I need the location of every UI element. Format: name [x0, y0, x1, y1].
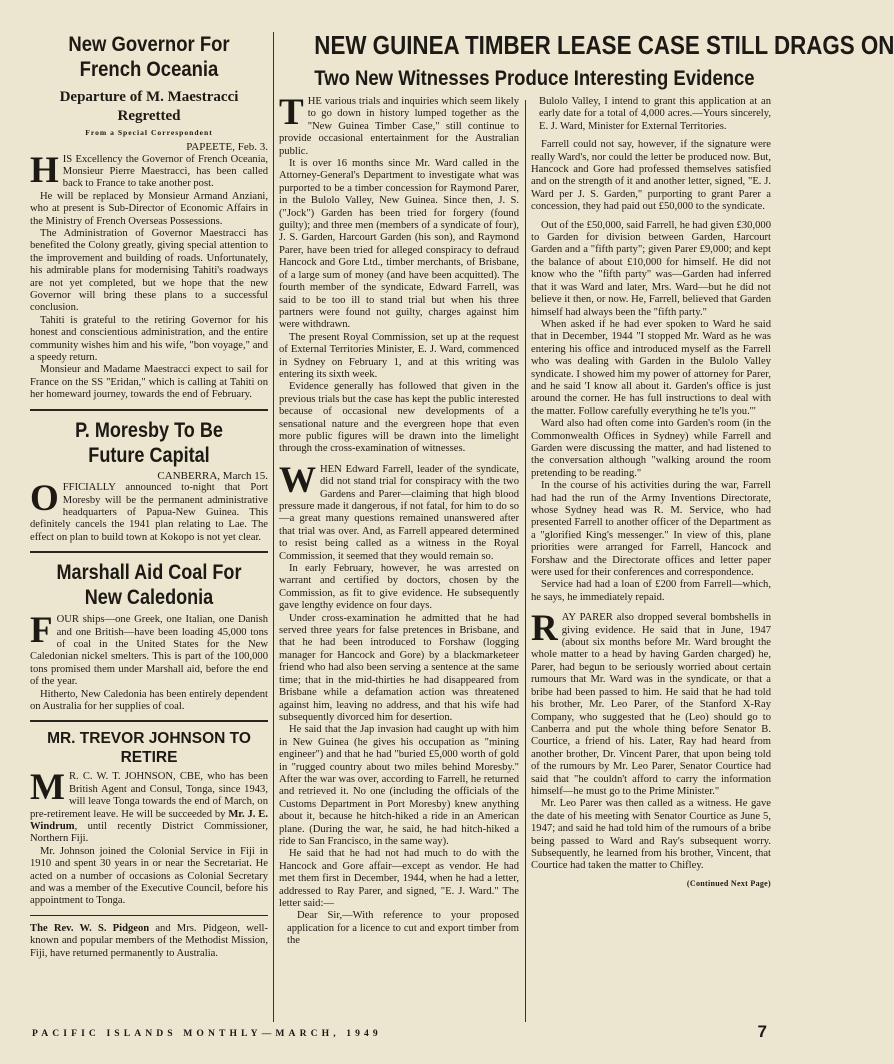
- johnson-headline: MR. TREVOR JOHNSON TO RETIRE: [47, 730, 251, 767]
- story-paragraph: It is over 16 months since Mr. Ward called in the Attorney-General's Department to investigate what was purported to be a timber concession for Raymond Parer, in the Bulolo Valley, New Guinea. Since then, J. S. ("Jock") Garden has been tried for forgery (found guilty); and three men (members of a syndicate of four), J. S. Garden, Harcourt Garden (his son), and Raymond Parer, have been tried for alleged conspiracy to defraud Hancock and Gore Ltd., timber merchants, of Brisbane, of a large sum of money (and have been acquitted). The fourth member of the syndicate, Edward Farrell, was said to be too ill to stand trial but when his three partners were found not guilty, charges against him were withdrawn.: [279, 158, 519, 331]
- successor-name: Mr. J. E. Windrum: [30, 808, 268, 833]
- story-paragraph: RAY PARER also dropped several bombshells in giving evidence. He said that in June, 1947 (about six months before Mr. Ward brought the whole matter to a head by having Garden charged) he, Parer, had begun to be seriously worried about certain rumours that Mr. Ward was in the syndicate, or that a bribe had been passed to him. He said that he had told his brother, Mr. Leo Parer, of the Stanford X-Ray Company, who suggested that he (Leo) should go to Canberra and put the whole thing before Senator B. Courtice, a friend of his. Later, Ray had heard from another brother, Dr. Vincent Parer, that upon being told of the rumours by Mr. Leo Parer, Senator Courtice had said that "he couldn't afford to carry the information himself—he must go to the Prime Minister.": [531, 608, 771, 797]
- story-paragraph: In the course of his activities during the war, Farrell had had the run of the Army Inventions Directorate, whose Sydney head was R. M. Service, who had presented Farrell to another officer of the Department as a "glorified King's messenger." In view of this, plane priorities were arranged for Farrell, Hancock and Forshaw and the Directorate offices and letter paper were used for their conferences and correspondence.: [531, 480, 771, 579]
- story-paragraph: Evidence generally has followed that given in the previous trials but the case has kept the public interested because of occasional new developments of a sensational nature and the evergreen hope that even more public figures will be drawn into the limelight through the cross-examination of witnesses.: [279, 381, 519, 455]
- governor-paragraph: The Administration of Governor Maestracci has benefited the Colony greatly, giving special attention to the improvement and building of roads. Unfortunately, his admirable plans for modernising Tahiti's roadways are not yet completed, but we hope that the new Governor will bring these plans to a successful conclusion.: [30, 227, 268, 314]
- main-story-header: [280, 30, 894, 91]
- drop-cap: F: [30, 610, 53, 652]
- pidgeon-name: The Rev. W. S. Pidgeon: [30, 922, 150, 934]
- story-paragraph: Ward also had often come into Garden's room (in the Commonwealth Offices in Sydney) while Farrell and Garden were discussing the matter, and had listened to the conversation although "walking around the room pretending to be reading.": [531, 418, 771, 479]
- marshall-aid-paragraph: Hitherto, New Caledonia has been entirely dependent on Australia for her supplies of coal.: [30, 688, 268, 712]
- drop-cap: O: [30, 478, 59, 520]
- moresby-headline: P. Moresby To Be Future Capital: [75, 418, 223, 467]
- page-number: 7: [757, 1022, 767, 1041]
- left-column: [30, 32, 268, 1020]
- moresby-dateline: CANBERRA, March 15.: [157, 469, 268, 482]
- story-paragraph: Mr. Leo Parer was then called as a witness. He gave the date of his meeting with Senator Courtice as June 5, 1947; and said he had told him of the rumours of a bribe being passed to Ward and Ray's subsequent worry. Subsequently, he learned from his brother, Vincent, that Courtice had taken the matter to Chifley.: [531, 798, 771, 872]
- drop-cap: R: [531, 608, 558, 650]
- drop-cap: T: [279, 92, 304, 133]
- story-paragraph: When asked if he had ever spoken to Ward he said that in December, 1944 "I stopped Mr. Ward as he was entering his office and introduced myself as the Farrell who was dealing with Garden in the Bulolo Valley syndicate. I showed him my power of attorney for Parer, and he said 'I know all about it. Garden's office is just around the corner. He has full instructions to deal with the matter. Follow carefully everything he te'ls you.'": [531, 318, 771, 417]
- story-paragraph: The present Royal Commission, set up at the request of External Territories Minister, E. J. Ward, commenced in Sydney on February 1, and at this writing was entering its sixth week.: [279, 331, 519, 380]
- section-divider: [30, 915, 268, 916]
- johnson-paragraph: M R. C. W. T. JOHNSON, CBE, who has been British Agent and Consul, Tonga, since 1943, will leave Tonga towards the end of March, on pre-retirement leave. He will be succeeded by Mr. J. E. Windrum, until recently District Commissioner, Northern Fiji.: [30, 767, 268, 845]
- letter-quote: Dear Sir,—With reference to your proposed application for a licence to cut and export timber from the: [287, 910, 519, 947]
- story-paragraph: Service had had a loan of £200 from Farrell—which, he says, he immediately repaid.: [531, 579, 771, 603]
- marshall-aid-headline: Marshall Aid Coal For New Caledonia: [56, 561, 242, 610]
- column-rule: [273, 32, 274, 1022]
- section-divider: [30, 409, 268, 411]
- right-column: [531, 96, 771, 1020]
- johnson-paragraph: Mr. Johnson joined the Colonial Service in Fiji in 1910 and spent 30 years in or near the Secretariat. He acted on a number of occasions as Colonial Secretary and was a member of the Executive Council, before his appointment to Tonga.: [30, 845, 268, 907]
- story-paragraph: THE various trials and inquiries which seem likely to go down in history lumped together as the "New Guinea Timber Case," still continue to provide occasional entertainment for the Australian public.: [279, 92, 519, 157]
- governor-paragraph: Tahiti is grateful to the retiring Governor for his honest and conscientious administration, and the entire community wishes him and his wife, "bon voyage," and a speedy return.: [30, 314, 268, 363]
- governor-byline: From a Special Correspondent: [85, 128, 213, 137]
- section-divider: [30, 551, 268, 553]
- governor-paragraph: HIS Excellency the Governor of French Oceania, Monsieur Pierre Maestracci, has been called back to France to take another post.: [30, 149, 268, 191]
- governor-paragraph: Monsieur and Madame Maestracci expect to sail for France on the SS "Eridan," which is calling at Tahiti on her homeward journey, towards the end of February.: [30, 364, 268, 401]
- main-subheadline: Two New Witnesses Produce Interesting Evidence: [314, 66, 755, 90]
- story-paragraph: Farrell could not say, however, if the signature were really Ward's, nor could the letter be produced now. But, Hancock and Gore had professed themselves satisfied and on the strength of it and another letter, signed, "E. J. Ward per J. S. Garden," purporting to grant Parer a concession, they had paid out £50,000 to the syndicate.: [531, 139, 771, 213]
- story-paragraph: In early February, however, he was arrested on warrant and certified by doctors, chosen by the Commission, as fit to give evidence. He subsequently gave lengthy evidence on four days.: [279, 563, 519, 612]
- governor-subheadline: Departure of M. Maestracci Regretted: [59, 89, 239, 124]
- story-paragraph: He said that the Jap invasion had caught up with him in New Guinea (he gives his occupation as "mining engineer") and that he had "buried £5,000 worth of gold in "rugged country about two miles behind Moresby." After the war was over, according to Farrell, he returned and retrieved it. No one (including the officials of the Customs Department in Port Moresby) knew anything about it, because he hitch-hiked a ride in an American plane. (During the war, he said, he had hitch-hiked a ride to San Francisco, in the same way).: [279, 724, 519, 847]
- continued-note: (Continued Next Page): [686, 878, 771, 888]
- drop-cap: H: [30, 149, 59, 191]
- governor-dateline: PAPEETE, Feb. 3.: [186, 141, 268, 153]
- letter-quote: Bulolo Valley, I intend to grant this application at an early date for a total of 4,000 acres.—Yours sincerely, E. J. Ward, Minister for External Territories.: [539, 96, 771, 132]
- governor-headline: New Governor For French Oceania: [68, 33, 230, 81]
- main-headline: NEW GUINEA TIMBER LEASE CASE STILL DRAGS ON: [314, 30, 894, 60]
- story-paragraph: WHEN Edward Farrell, leader of the syndicate, did not stand trial for conspiracy with the two Gardens and Parer—claiming that high blood pressure made it dangerous, if not fatal, for him to do so—a great many questions remained unanswered after that trial was over. And, as Farrell appeared determined to resist being called as a witness in the Royal Commission, it seemed that they would remain so.: [279, 459, 519, 562]
- marshall-aid-paragraph: FOUR ships—one Greek, one Italian, one Danish and one British—have been loading 45,000 tons of coal in the United States for the New Caledonian nickel smelters. This is part of the 100,000 tons promised them under Marshall aid, before the end of the year.: [30, 610, 268, 688]
- story-paragraph: Out of the £50,000, said Farrell, he had given £30,000 to Garden for division between Garden, Harcourt Garden and a "fifth party"; given Parer £9,000; and kept the balance of about £10,000 for himself. He did not know who the "fifth party" was—Garden had inferred that it was Ward and later, Mrs. Ward—but he did not believe it then, or now. He, Farrell, believed that Garden himself had always been the "fifth party.": [531, 219, 771, 318]
- column-rule: [525, 100, 526, 1022]
- story-paragraph: Under cross-examination he admitted that he had served three years for false pretences in Brisbane, and that he had been introduced to Forshaw (logging manager for Hancock and Gore) by a blackmarketeer friend who had also been serving a sentence at the same time; that in the mid-thirties he had disappeared from Brisbane while a defamation action was threatened against him, leaving no address, and that his wife had subsequently divorced him for desertion.: [279, 612, 519, 723]
- middle-column: [279, 92, 519, 1020]
- section-divider: [30, 720, 268, 722]
- drop-cap: W: [279, 459, 316, 501]
- footer-masthead: PACIFIC ISLANDS MONTHLY—MARCH, 1949: [32, 1028, 382, 1039]
- story-paragraph: He said that he had not had much to do with the Hancock and Gore affair—except as vendor. He had met them first in December, 1944, when he had a letter, addressed to Ray Parer, and signed, "E. J. Ward." The letter said:—: [279, 848, 519, 909]
- pidgeon-paragraph: The Rev. W. S. Pidgeon and Mrs. Pidgeon, well-known and popular members of the Methodist Mission, Fiji, have returned permanently to Australia.: [30, 922, 269, 959]
- drop-cap: M: [30, 767, 65, 809]
- governor-paragraph: He will be replaced by Monsieur Armand Anziani, who at present is Sub-Director of Economic Affairs in the Ministry of French Overseas Possessions.: [30, 190, 268, 227]
- moresby-paragraph: OFFICIALLY announced to-night that Port Moresby will be the permanent administrative headquarters of Papua-New Guinea. This definitely cancels the 1941 plan relating to Lae. The effect on plan to build town at Kokopo is not yet clear.: [30, 478, 268, 543]
